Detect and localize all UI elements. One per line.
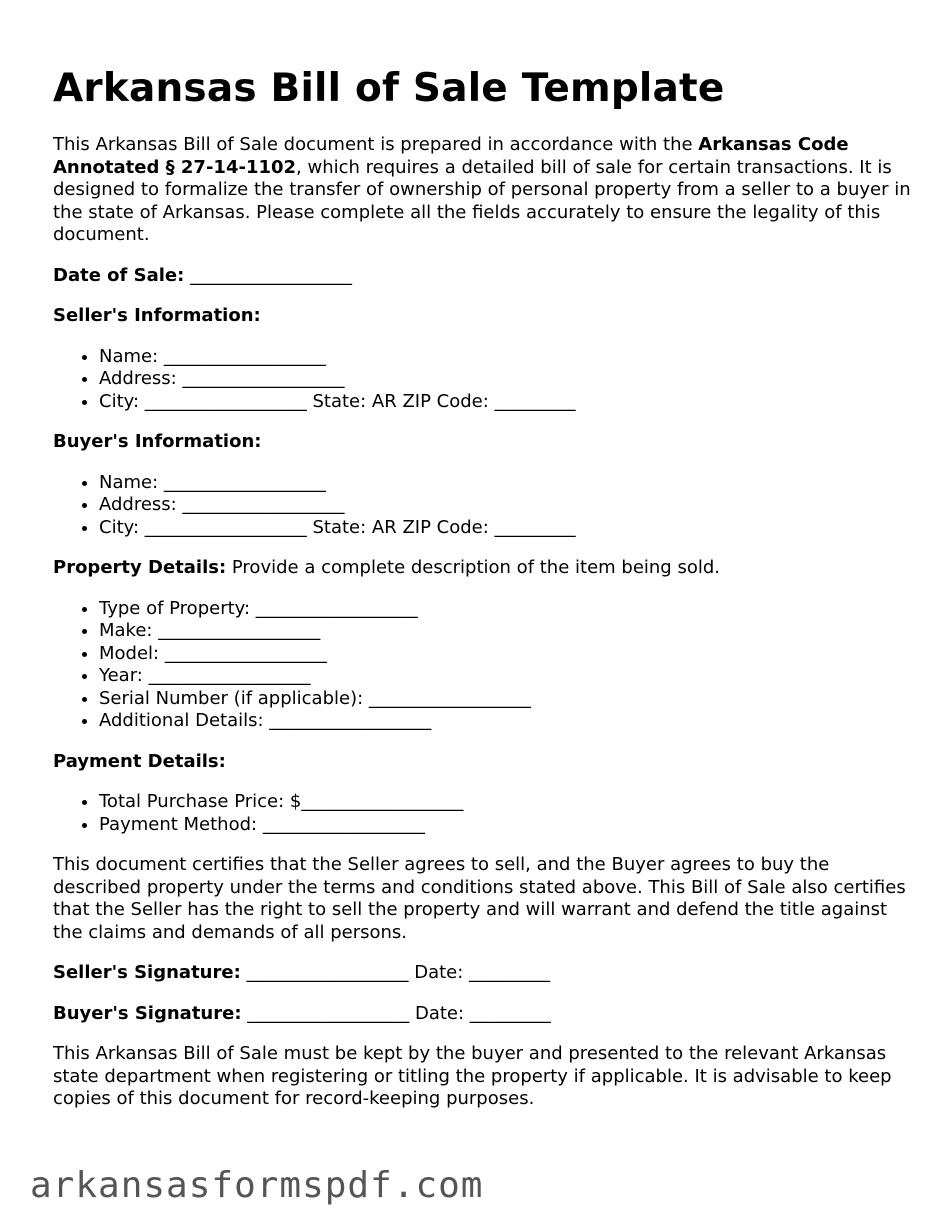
- intro-text-1: This Arkansas Bill of Sale document is prepared in accordance with the: [53, 134, 699, 155]
- seller-info-list: [53, 346, 913, 414]
- date-of-sale-label: Date of Sale:: [53, 264, 185, 286]
- property-details-list: [53, 598, 913, 733]
- total-price-field: • Total Purchase Price: $__________________: [99, 791, 913, 814]
- document-page: [53, 62, 913, 1129]
- closing-paragraph: This Arkansas Bill of Sale must be kept by the buyer and presented to the relevant Arkansas state department when registering or titling the property if applicable. It is advisable to keep copies of this document for record-keeping purposes.: [53, 1043, 892, 1109]
- property-model-field: • Model: __________________: [99, 643, 913, 666]
- payment-details-heading: [53, 751, 913, 774]
- date-of-sale-blank: __________________: [184, 264, 353, 286]
- date-of-sale: [53, 265, 913, 288]
- intro-paragraph: [53, 134, 913, 247]
- seller-signature-blank: __________________ Date: _________: [240, 962, 551, 983]
- property-year-field: • Year: __________________: [99, 665, 913, 688]
- property-type-field: • Type of Property: __________________: [99, 598, 913, 621]
- payment-details-heading-text: Payment Details:: [53, 750, 226, 772]
- buyer-info-heading: [53, 431, 913, 454]
- certification-paragraph: This document certifies that the Seller agrees to sell, and the Buyer agrees to buy the described property under the terms and conditions stated above. This Bill of Sale also certifies that the Seller has the right to sell the property and will warrant and defend the title against the claims and demands of all persons.: [53, 854, 906, 943]
- buyer-address-field: • Address: __________________: [99, 494, 913, 517]
- property-serial-field: • Serial Number (if applicable): __________________: [99, 688, 913, 711]
- buyer-signature-blank: __________________ Date: _________: [241, 1002, 551, 1024]
- seller-city-state-zip-field: • City: __________________ State: AR ZIP Code: _________: [99, 391, 913, 414]
- intro-code-citation: Arkansas Code Annotated § 27-14-1102: [53, 134, 849, 178]
- intro-text-2: , which requires a detailed bill of sale for certain transactions. It is designed to formalize the transfer of ownership of personal property from a seller to a buyer in the state of Arkansas. Please complete all the fields accurately to ensure the legality of this document.: [53, 156, 911, 245]
- buyer-info-list: [53, 472, 913, 540]
- property-details-text: Provide a complete description of the item being sold.: [226, 557, 720, 578]
- seller-name-field: • Name: __________________: [99, 346, 913, 369]
- page-title: Arkansas Bill of Sale Template: [53, 66, 725, 111]
- buyer-signature-line: [53, 1003, 913, 1026]
- buyer-name-field: • Name: __________________: [99, 472, 913, 495]
- seller-info-heading: [53, 305, 913, 328]
- seller-info-heading-text: Seller's Information:: [53, 305, 261, 326]
- seller-address-field: • Address: __________________: [99, 368, 913, 391]
- buyer-signature-label: Buyer's Signature:: [53, 1002, 242, 1024]
- property-additional-field: • Additional Details: __________________: [99, 710, 913, 733]
- buyer-city-state-zip-field: • City: __________________ State: AR ZIP Code: _________: [99, 517, 913, 540]
- buyer-info-heading-text: Buyer's Information:: [53, 431, 262, 452]
- seller-signature-label: Seller's Signature:: [53, 962, 241, 983]
- property-details-heading: [53, 557, 913, 580]
- seller-signature-line: [53, 962, 913, 985]
- website-watermark: arkansasformspdf.com: [30, 1165, 484, 1206]
- payment-method-field: • Payment Method: __________________: [99, 814, 913, 837]
- property-make-field: • Make: __________________: [99, 620, 913, 643]
- property-details-label: Property Details:: [53, 557, 227, 578]
- payment-details-list: [53, 791, 913, 836]
